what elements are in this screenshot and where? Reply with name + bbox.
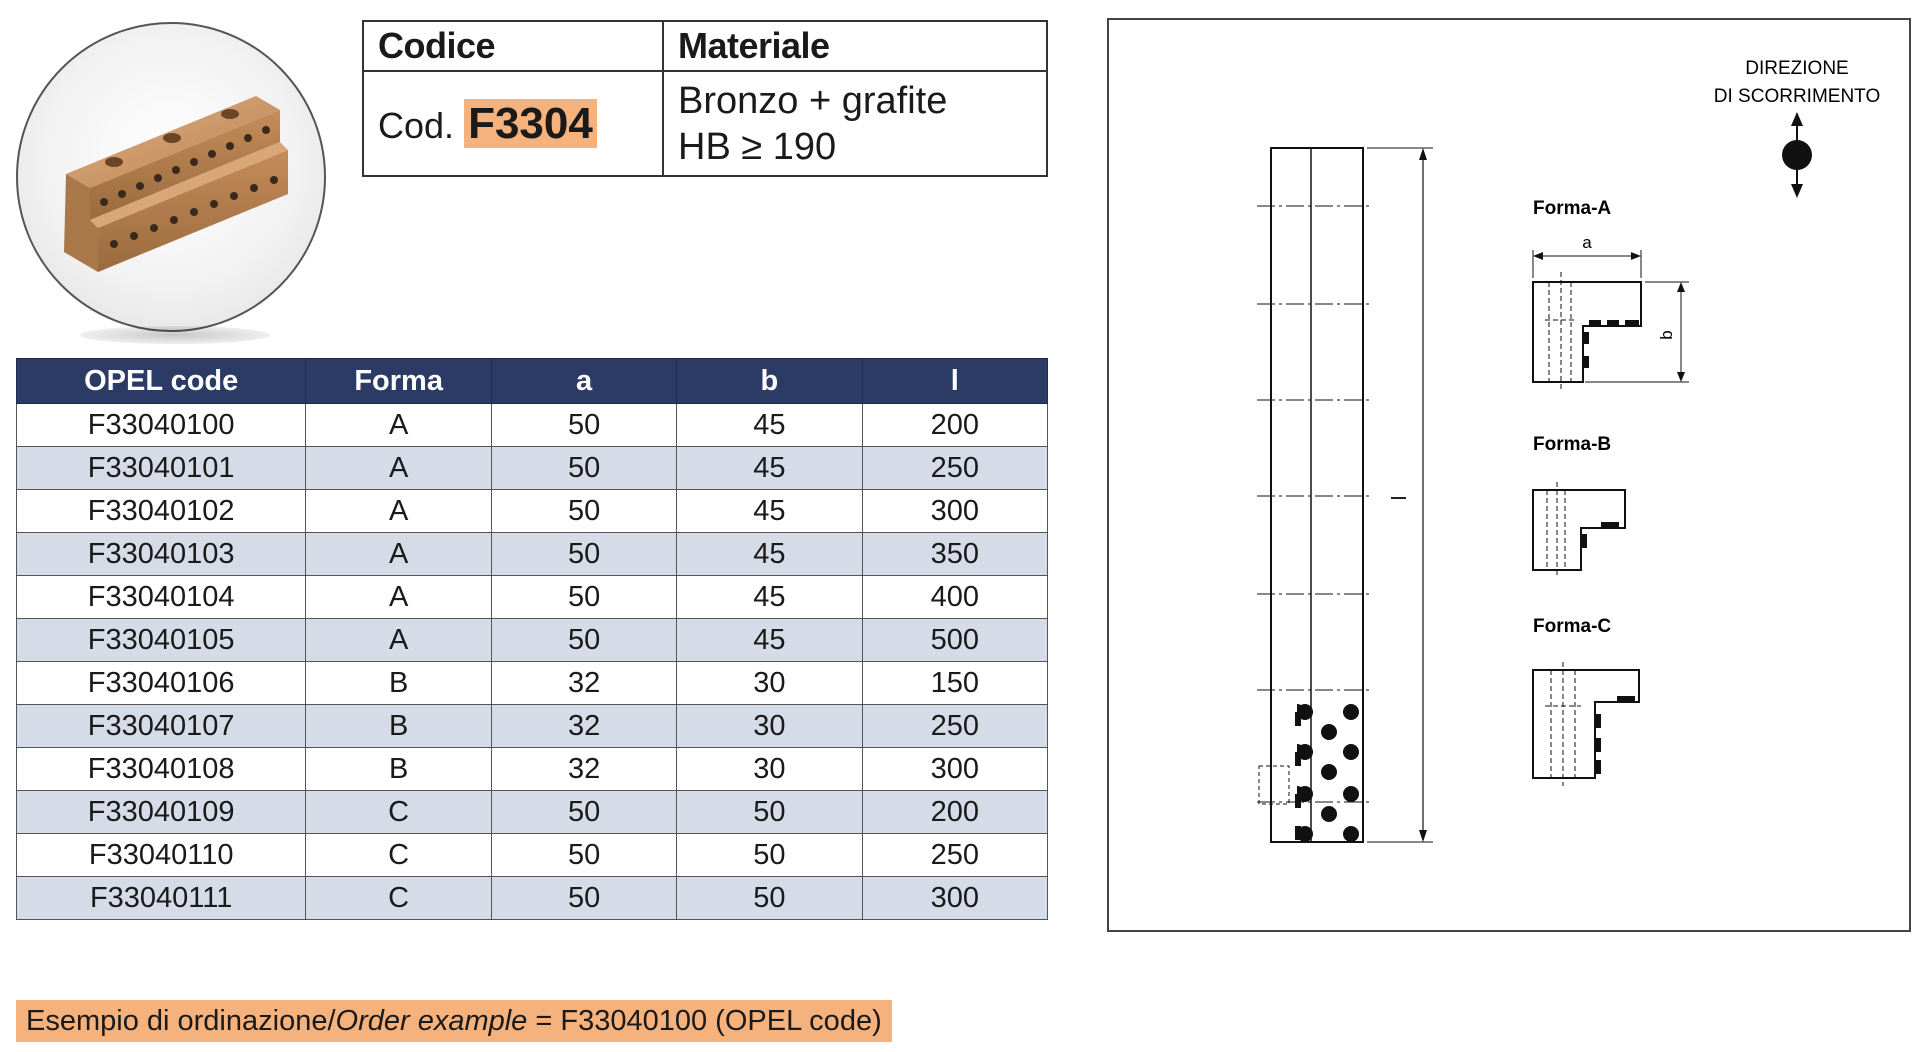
cell-l: 300 [862, 877, 1047, 920]
direction-label-2: DI SCORRIMENTO [1713, 86, 1881, 107]
table-row [17, 490, 1048, 533]
material-line-1: Bronzo + grafite [678, 79, 948, 122]
cell-b: 45 [677, 576, 862, 619]
cell-forma: A [306, 447, 492, 490]
product-photo [16, 22, 326, 332]
forma-a-label: Forma-A [1533, 198, 1612, 219]
cell-opel-code: F33040101 [17, 447, 306, 490]
dimensions-table [16, 358, 1048, 920]
table-row [17, 447, 1048, 490]
table-header-row [17, 359, 1048, 404]
codice-header: Codice [363, 21, 663, 71]
cell-a: 50 [491, 619, 676, 662]
cell-a: 32 [491, 705, 676, 748]
cell-forma: A [306, 490, 492, 533]
cell-l: 250 [862, 834, 1047, 877]
cell-opel-code: F33040102 [17, 490, 306, 533]
direction-label-1: DIREZIONE [1745, 58, 1849, 79]
cell-opel-code: F33040107 [17, 705, 306, 748]
cell-a: 50 [491, 576, 676, 619]
cell-a: 50 [491, 877, 676, 920]
cell-a: 50 [491, 533, 676, 576]
cell-b: 45 [677, 404, 862, 447]
cell-b: 45 [677, 619, 862, 662]
cell-opel-code: F33040104 [17, 576, 306, 619]
table-row [17, 404, 1048, 447]
cell-a: 50 [491, 490, 676, 533]
cell-l: 500 [862, 619, 1047, 662]
cell-b: 45 [677, 447, 862, 490]
cell-forma: A [306, 576, 492, 619]
table-row [17, 877, 1048, 920]
cod-value: F3304 [464, 99, 597, 148]
direction-arrow-icon [1782, 112, 1812, 198]
cell-b: 30 [677, 705, 862, 748]
dim-a-label: a [1582, 233, 1592, 252]
table-row [17, 834, 1048, 877]
cell-forma: C [306, 877, 492, 920]
cell-a: 50 [491, 791, 676, 834]
order-suffix: = F33040100 (OPEL code) [527, 1005, 882, 1037]
cell-l: 200 [862, 791, 1047, 834]
cell-opel-code: F33040111 [17, 877, 306, 920]
cell-b: 45 [677, 490, 862, 533]
table-row [17, 533, 1048, 576]
cell-forma: A [306, 619, 492, 662]
table-row [17, 748, 1048, 791]
cell-l: 200 [862, 404, 1047, 447]
code-material-box [362, 20, 1048, 177]
forma-c-section [1533, 662, 1639, 786]
col-header-l: l [862, 359, 1047, 404]
cell-b: 50 [677, 877, 862, 920]
cell-b: 50 [677, 791, 862, 834]
cod-prefix: Cod. [378, 104, 455, 146]
cell-forma: B [306, 705, 492, 748]
bronze-plate-image [18, 24, 326, 332]
order-example [16, 1000, 892, 1042]
col-header-forma: Forma [306, 359, 492, 404]
material-line-2: HB ≥ 190 [678, 125, 837, 168]
cell-forma: C [306, 834, 492, 877]
cell-b: 45 [677, 533, 862, 576]
cell-opel-code: F33040103 [17, 533, 306, 576]
table-row [17, 576, 1048, 619]
dim-b-label: b [1657, 330, 1676, 340]
cell-a: 50 [491, 404, 676, 447]
cell-l: 350 [862, 533, 1047, 576]
table-row [17, 791, 1048, 834]
col-header-opel-code: OPEL code [17, 359, 306, 404]
photo-shadow [80, 326, 270, 344]
cell-b: 30 [677, 662, 862, 705]
cell-b: 50 [677, 834, 862, 877]
cell-forma: B [306, 662, 492, 705]
cell-opel-code: F33040105 [17, 619, 306, 662]
order-italic: Order example [335, 1005, 528, 1037]
plate-side-view [1257, 148, 1433, 842]
cell-l: 250 [862, 447, 1047, 490]
forma-b-section [1533, 482, 1625, 576]
cell-b: 30 [677, 748, 862, 791]
materiale-header: Materiale [663, 21, 1047, 71]
cell-a: 50 [491, 447, 676, 490]
cell-a: 32 [491, 748, 676, 791]
cell-opel-code: F33040110 [17, 834, 306, 877]
forma-b-label: Forma-B [1533, 434, 1612, 455]
technical-drawing [1107, 18, 1911, 932]
forma-c-label: Forma-C [1533, 616, 1612, 637]
cell-a: 32 [491, 662, 676, 705]
cell-l: 300 [862, 748, 1047, 791]
col-header-a: a [491, 359, 676, 404]
table-row [17, 662, 1048, 705]
table-row [17, 705, 1048, 748]
cell-forma: A [306, 533, 492, 576]
material-cell [663, 71, 1047, 176]
cell-forma: B [306, 748, 492, 791]
code-cell [363, 71, 663, 176]
col-header-b: b [677, 359, 862, 404]
cell-l: 250 [862, 705, 1047, 748]
cell-l: 150 [862, 662, 1047, 705]
cell-opel-code: F33040106 [17, 662, 306, 705]
cell-forma: C [306, 791, 492, 834]
dim-l-label: l [1389, 495, 1411, 501]
cell-opel-code: F33040100 [17, 404, 306, 447]
cell-opel-code: F33040109 [17, 791, 306, 834]
order-prefix: Esempio di ordinazione/ [26, 1005, 336, 1037]
cell-l: 300 [862, 490, 1047, 533]
cell-forma: A [306, 404, 492, 447]
cell-opel-code: F33040108 [17, 748, 306, 791]
graphite-plugs [1295, 704, 1359, 842]
cell-l: 400 [862, 576, 1047, 619]
cell-a: 50 [491, 834, 676, 877]
drawing-svg [1109, 20, 1913, 934]
table-row [17, 619, 1048, 662]
